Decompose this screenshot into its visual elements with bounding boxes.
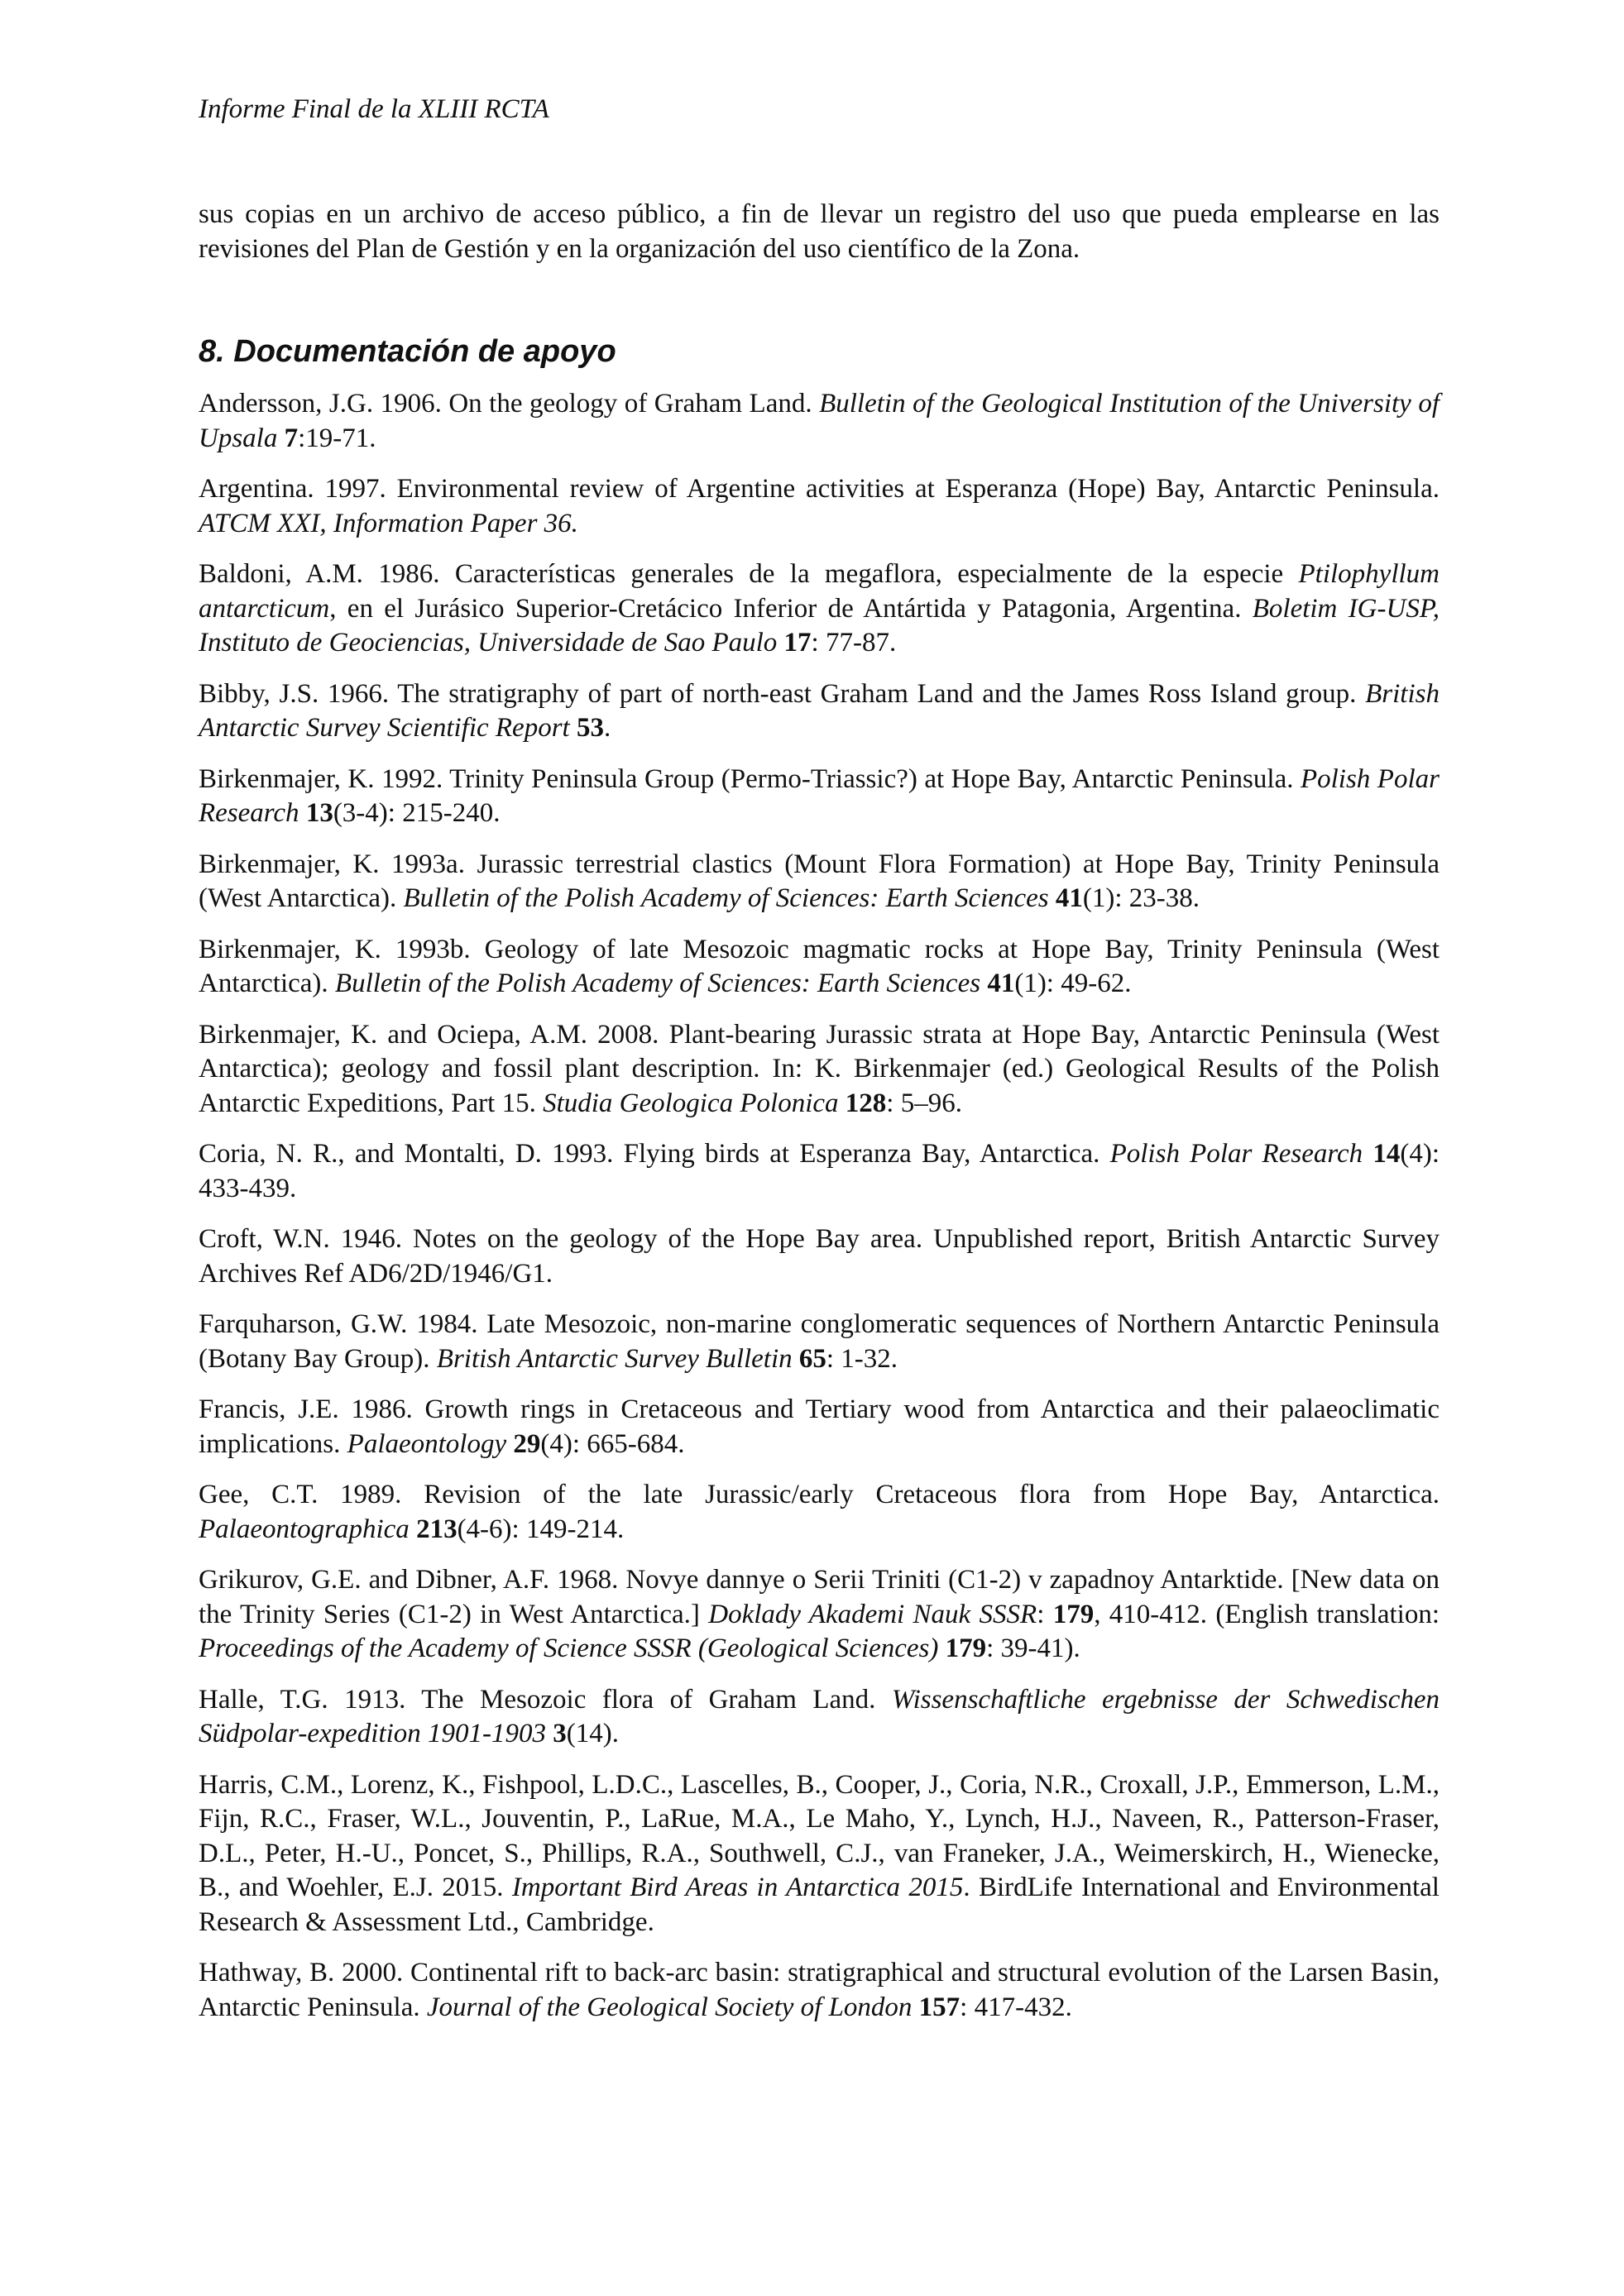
reference-text xyxy=(793,1344,799,1374)
reference-entry xyxy=(199,1393,1440,1461)
reference-text xyxy=(912,1992,918,2022)
section-heading: 8. Documentación de apoyo xyxy=(199,334,616,369)
reference-title: ATCM XXI, Information Paper 36. xyxy=(199,508,578,538)
reference-title: Proceedings of the Academy of Science SSSR (Geological Sciences) xyxy=(199,1634,939,1663)
reference-entry xyxy=(199,677,1440,746)
reference-volume: 3 xyxy=(553,1719,567,1748)
reference-text: Baldoni, A.M. 1986. Características generales de la megaflora, especialmente de la especie xyxy=(199,559,1299,589)
reference-text: Harris, C.M., Lorenz, K., Fishpool, L.D.C., Lascelles, B., Cooper, J., Coria, N.R., Croxall, J.P., Emmerson, L.M., Fijn, R.C., Fraser, W.L., Jouventin, P., LaRue, M.A., Le Maho, Y., Lynch, H.J., Naveen, R., Patterson-Fraser, D.L., Peter, H.-U., Poncet, S., Phillips, R.A., Southwell, C.J., van Franeker, J.A., Weimerskirch, H., Wienecke, B., and Woehler, E.J. 2015. xyxy=(199,1769,1440,1902)
reference-text: : 417-432. xyxy=(960,1992,1072,2022)
reference-text xyxy=(1363,1139,1372,1169)
reference-volume: 7 xyxy=(284,423,299,453)
reference-title: Wissenschaftliche ergebnisse der Schwedischen Südpolar-expedition 1901-1903 xyxy=(199,1684,1440,1748)
reference-text: . BirdLife International and Environmental Research & Assessment Ltd., Cambridge. xyxy=(199,1873,1440,1937)
reference-volume: 41 xyxy=(1055,883,1083,913)
reference-text xyxy=(299,798,306,828)
reference-text: Grikurov, G.E. and Dibner, A.F. 1968. Novye dannye o Serii Triniti (C1-2) v zapadnoy Antarktide. [New data on the Trinity Series (C1-2) in West Antarctica.] xyxy=(199,1565,1440,1629)
intro-paragraph: sus copias en un archivo de acceso público, a fin de llevar un registro del uso que pueda emplearse en las revisiones del Plan de Gestión y en la organización del uso científico de la Zona. xyxy=(199,199,1440,264)
reference-title: Palaeontology xyxy=(347,1428,507,1459)
reference-entry xyxy=(199,387,1440,456)
reference-title: Important Bird Areas in Antarctica 2015 xyxy=(511,1873,964,1902)
reference-entry xyxy=(199,1137,1440,1206)
reference-text: : 5–96. xyxy=(886,1088,962,1118)
reference-title: Bulletin of the Geological Institution of the University of Upsala xyxy=(199,389,1440,453)
reference-title: British Antarctic Survey Bulletin xyxy=(436,1343,793,1374)
reference-volume: 179 xyxy=(945,1634,987,1663)
reference-entry xyxy=(199,933,1440,1002)
reference-text: Gee, C.T. 1989. Revision of the late Jurassic/early Cretaceous flora from Hope Bay, Antarctica. xyxy=(199,1480,1440,1509)
reference-title: Palaeontographica xyxy=(199,1514,410,1544)
reference-text: :19-71. xyxy=(298,423,376,453)
reference-text: Birkenmajer, K. and Ociepa, A.M. 2008. Plant-bearing Jurassic strata at Hope Bay, Antarctic Peninsula (West Antarctica); geology and fossil plant description. In: K. Birkenmajer (ed.) Geological Results of the Polish Antarctic Expeditions, Part 15. xyxy=(199,1019,1440,1118)
reference-entry xyxy=(199,1308,1440,1376)
reference-title: Boletim IG-USP, Instituto de Geociencias, Universidade de Sao Paulo xyxy=(199,593,1440,658)
reference-text: Francis, J.E. 1986. Growth rings in Cretaceous and Tertiary wood from Antarctica and their palaeoclimatic implications. xyxy=(199,1394,1440,1459)
reference-volume: 213 xyxy=(416,1514,457,1544)
reference-text: Coria, N. R., and Montalti, D. 1993. Flying birds at Esperanza Bay, Antarctica. xyxy=(199,1139,1110,1169)
reference-text xyxy=(938,1634,945,1663)
reference-text: (4-6): 149-214. xyxy=(457,1514,625,1544)
reference-title: Ptilophyllum antarcticum xyxy=(199,559,1440,624)
reference-text: Argentina. 1997. Environmental review of Argentine activities at Esperanza (Hope) Bay, Antarctic Peninsula. xyxy=(199,474,1440,504)
reference-entry xyxy=(199,1683,1440,1752)
reference-title: Polish Polar Research xyxy=(199,763,1440,828)
reference-volume: 13 xyxy=(305,798,333,828)
reference-text xyxy=(570,713,577,743)
reference-title: Polish Polar Research xyxy=(1109,1139,1363,1169)
reference-title: Bulletin of the Polish Academy of Sciences: Earth Sciences xyxy=(334,969,981,998)
reference-title: Studia Geologica Polonica xyxy=(543,1088,839,1118)
running-header: Informe Final de la XLIII RCTA xyxy=(199,94,549,124)
reference-volume: 179 xyxy=(1052,1599,1095,1629)
reference-list xyxy=(199,387,1440,2041)
reference-text: : 1-32. xyxy=(826,1343,898,1374)
reference-volume: 29 xyxy=(513,1428,541,1459)
reference-text xyxy=(839,1088,846,1118)
reference-volume: 14 xyxy=(1372,1139,1401,1169)
reference-entry xyxy=(199,1956,1440,2025)
reference-text: . xyxy=(603,713,611,743)
reference-entry xyxy=(199,848,1440,916)
reference-text: Birkenmajer, K. 1993a. Jurassic terrestrial clastics (Mount Flora Formation) at Hope Bay, Trinity Peninsula (West Antarctica). xyxy=(199,849,1440,913)
reference-text xyxy=(410,1514,416,1544)
reference-volume: 157 xyxy=(918,1992,961,2022)
reference-volume: 65 xyxy=(798,1343,826,1374)
reference-entry xyxy=(199,1018,1440,1122)
reference-entry xyxy=(199,472,1440,541)
reference-volume: 53 xyxy=(576,713,604,743)
reference-volume: 17 xyxy=(783,628,812,658)
reference-text xyxy=(1049,883,1056,913)
reference-text: (3-4): 215-240. xyxy=(333,798,501,828)
reference-entry xyxy=(199,1222,1440,1291)
reference-title: Journal of the Geological Society of London xyxy=(426,1992,913,2022)
reference-text: (1): 49-62. xyxy=(1014,969,1132,998)
reference-text: Bibby, J.S. 1966. The stratigraphy of part of north-east Graham Land and the James Ross Island group. xyxy=(199,678,1366,709)
reference-title: Bulletin of the Polish Academy of Sciences: Earth Sciences xyxy=(403,883,1049,913)
reference-text: Hathway, B. 2000. Continental rift to back-arc basin: stratigraphical and structural evolution of the Larsen Basin, Antarctic Peninsula. xyxy=(199,1958,1440,2022)
reference-volume: 128 xyxy=(845,1088,887,1118)
reference-text: : 39-41). xyxy=(986,1634,1080,1663)
reference-entry xyxy=(199,1563,1440,1667)
reference-text: Andersson, J.G. 1906. On the geology of Graham Land. xyxy=(199,389,820,419)
reference-text: : xyxy=(1037,1599,1053,1629)
reference-text: Halle, T.G. 1913. The Mesozoic flora of Graham Land. xyxy=(199,1684,892,1715)
reference-text: , 410-412. (English translation: xyxy=(1094,1599,1440,1629)
reference-entry xyxy=(199,1478,1440,1547)
reference-text: Birkenmajer, K. 1993b. Geology of late Mesozoic magmatic rocks at Hope Bay, Trinity Peninsula (West Antarctica). xyxy=(199,934,1440,998)
reference-text: , en el Jurásico Superior-Cretácico Inferior de Antártida y Patagonia, Argentina. xyxy=(329,593,1253,624)
reference-entry xyxy=(199,557,1440,661)
reference-text: : 77-87. xyxy=(811,628,897,658)
reference-text: (4): 665-684. xyxy=(540,1428,685,1459)
reference-text: (1): 23-38. xyxy=(1082,883,1200,913)
reference-text xyxy=(277,423,284,453)
reference-text: (4): 433-439. xyxy=(199,1139,1440,1203)
reference-text: Farquharson, G.W. 1984. Late Mesozoic, non-marine conglomeratic sequences of Northern Antarctic Peninsula (Botany Bay Group). xyxy=(199,1309,1440,1374)
reference-text xyxy=(777,628,783,658)
reference-title: Doklady Akademi Nauk SSSR xyxy=(708,1599,1037,1629)
reference-text: Birkenmajer, K. 1992. Trinity Peninsula Group (Permo-Triassic?) at Hope Bay, Antarctic Peninsula. xyxy=(199,763,1301,794)
reference-volume: 41 xyxy=(987,969,1015,998)
reference-text: Croft, W.N. 1946. Notes on the geology of the Hope Bay area. Unpublished report, British Antarctic Survey Archives Ref AD6/2D/1946/G1. xyxy=(199,1224,1440,1289)
reference-title: British Antarctic Survey Scientific Report xyxy=(199,678,1440,743)
reference-entry xyxy=(199,1768,1440,1940)
reference-entry xyxy=(199,763,1440,831)
reference-text: (14). xyxy=(566,1719,620,1748)
